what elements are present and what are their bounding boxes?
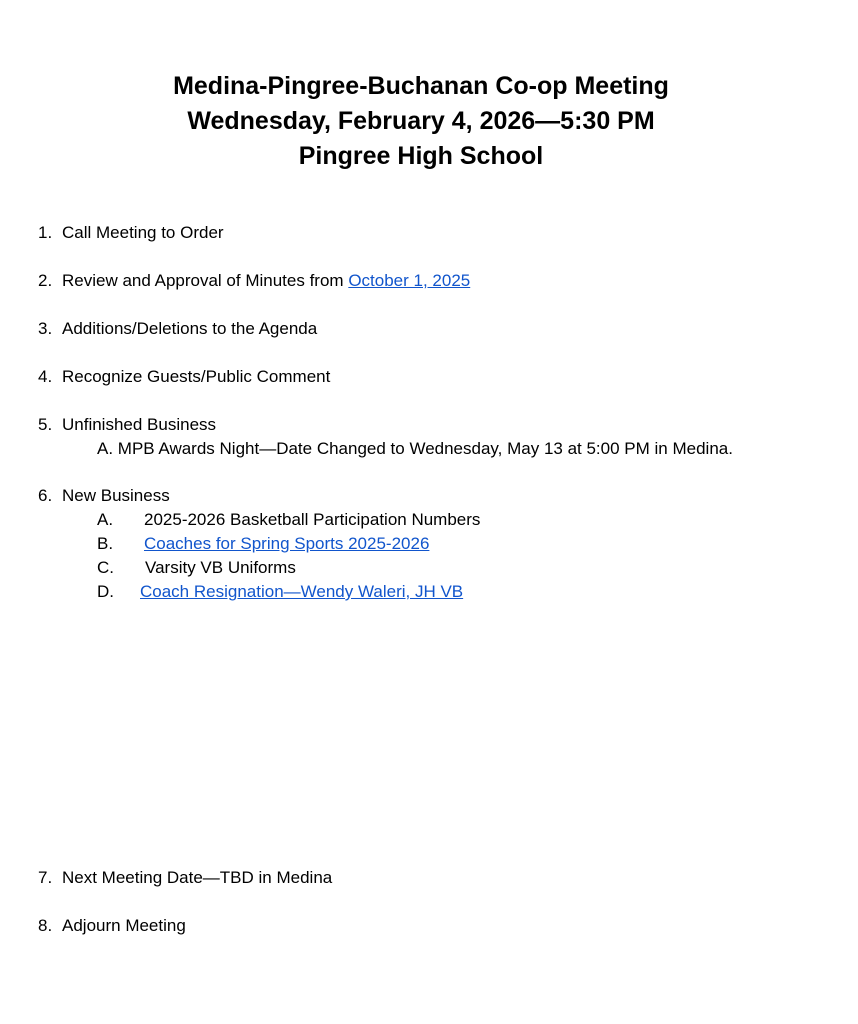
item-number: 1. xyxy=(38,223,53,242)
agenda-item-8 xyxy=(38,914,186,938)
agenda-subitem-6b xyxy=(97,532,517,556)
item-text: Review and Approval of Minutes from xyxy=(62,271,349,290)
item-text: Unfinished Business xyxy=(62,415,217,434)
minutes-link[interactable]: October 1, 2025 xyxy=(348,271,471,290)
coach-resignation-link[interactable]: Coach Resignation—Wendy Waleri, JH VB xyxy=(140,582,464,601)
item-text: Adjourn Meeting xyxy=(62,916,186,935)
subitem-letter: C. xyxy=(97,558,114,577)
agenda-item-1 xyxy=(38,221,224,245)
spring-coaches-link[interactable]: Coaches for Spring Sports 2025-2026 xyxy=(144,534,430,553)
item-text: New Business xyxy=(62,486,170,505)
meeting-location: Pingree High School xyxy=(298,142,544,170)
item-text: Next Meeting Date—TBD in Medina xyxy=(62,868,333,887)
agenda-item-7 xyxy=(38,866,332,890)
meeting-title: Medina-Pingree-Buchanan Co-op Meeting xyxy=(173,72,669,100)
subitem-letter: A. xyxy=(97,510,114,529)
item-text: Call Meeting to Order xyxy=(62,223,224,242)
agenda-subitem-6d xyxy=(97,580,517,604)
agenda-item-3 xyxy=(38,317,317,341)
item-number: 4. xyxy=(38,367,53,386)
item-text: Recognize Guests/Public Comment xyxy=(62,367,331,386)
subitem-text: Varsity VB Uniforms xyxy=(145,558,296,577)
meeting-date: Wednesday, February 4, 2026—5:30 PM xyxy=(187,107,655,135)
document-header xyxy=(0,69,842,174)
agenda-item-4 xyxy=(38,365,330,389)
agenda-subitem-5a xyxy=(97,437,733,461)
item-text: Additions/Deletions to the Agenda xyxy=(62,319,318,338)
subitem-letter: D. xyxy=(97,582,114,601)
subitem-text: 2025-2026 Basketball Participation Numbers xyxy=(144,510,481,529)
item-number: 2. xyxy=(38,271,53,290)
agenda-item-6 xyxy=(38,484,170,508)
item-number: 7. xyxy=(38,868,53,887)
item-number: 5. xyxy=(38,415,53,434)
item-number: 3. xyxy=(38,319,53,338)
agenda-item-2 xyxy=(38,269,470,293)
agenda-subitem-6c xyxy=(97,556,517,580)
agenda-subitem-6a xyxy=(97,508,517,532)
item-number: 6. xyxy=(38,486,53,505)
subitem-letter: B. xyxy=(97,534,114,553)
subitem-text: A. MPB Awards Night—Date Changed to Wednesday, May 13 at 5:00 PM in Medina. xyxy=(97,439,733,458)
item-number: 8. xyxy=(38,916,53,935)
agenda-item-5 xyxy=(38,413,216,437)
